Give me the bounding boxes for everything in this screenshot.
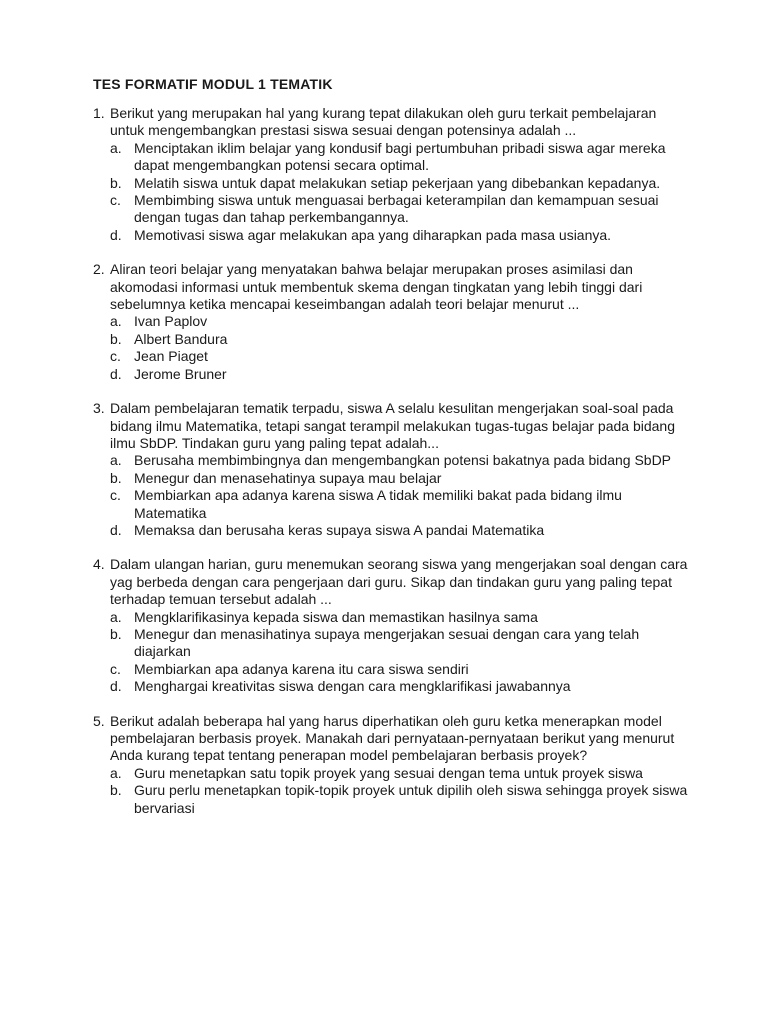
option-text: Melatih siswa untuk dapat melakukan setiap pekerjaan yang dibebankan kepadanya. [134,174,661,191]
option-text: Ivan Paplov [134,313,208,330]
option-item [110,227,693,244]
question-number: 5. [93,712,105,729]
option-item [110,175,693,192]
option-item [110,661,693,678]
option-letter: d. [110,521,122,538]
option-text: Berusaha membimbingnya dan mengembangkan potensi bakatnya pada bidang SbDP [134,452,672,469]
question-number: 4. [93,556,105,573]
option-letter: b. [110,330,122,347]
option-letter: b. [110,469,122,486]
option-text: Membiarkan apa adanya karena siswa A tidak memiliki bakat pada bidang ilmu Matematika [134,487,622,521]
question-2 [93,261,693,383]
option-letter: c. [110,660,121,677]
option-text: Menegur dan menasehatinya supaya mau belajar [134,469,442,486]
option-letter: b. [110,174,122,191]
option-list [93,313,693,383]
option-text: Jean Piaget [134,348,208,365]
option-letter: b. [110,625,122,642]
question-text: Dalam ulangan harian, guru menemukan seorang siswa yang mengerjakan soal dengan cara yag berbeda dengan cara pengerjaan dari guru. Sikap dan tindakan guru yang paling tepat terhadap temuan tersebut adalah ... [110,556,688,608]
document-title: TES FORMATIF MODUL 1 TEMATIK [93,76,333,92]
question-number: 1. [93,105,105,121]
option-text: Membimbing siswa untuk menguasai berbagai keterampilan dan kemampuan sesuai dengan tugas dan tahap perkembangannya. [134,192,659,226]
document-page [93,76,693,834]
option-letter: a. [110,139,122,156]
option-item [110,192,693,227]
question-text: Berikut adalah beberapa hal yang harus diperhatikan oleh guru ketka menerapkan model pembelajaran berbasis proyek. Manakah dari pernyataan-pernyataan berikut yang menurut Anda kurang tepat tentang penerapan model pembelajaran berbasis proyek? [110,712,675,764]
option-letter: a. [110,313,122,330]
question-number: 2. [93,261,105,278]
option-item [110,765,693,782]
option-text: Jerome Bruner [134,365,227,382]
option-item [110,331,693,348]
option-text: Memaksa dan berusaha keras supaya siswa A pandai Matematika [134,521,545,538]
option-letter: d. [110,678,122,695]
option-letter: d. [110,226,122,243]
question-number: 3. [93,400,105,417]
question-1 [93,105,693,244]
option-text: Guru perlu menetapkan topik-topik proyek untuk dipilih oleh siswa sehingga proyek siswa bervariasi [134,782,688,816]
option-list [93,140,693,244]
option-letter: c. [110,192,121,209]
option-letter: a. [110,452,122,469]
option-letter: a. [110,608,122,625]
option-item [110,678,693,695]
option-list [93,609,693,696]
option-letter: a. [110,764,122,781]
option-letter: c. [110,487,121,504]
option-text: Albert Bandura [134,330,228,347]
option-text: Menciptakan iklim belajar yang kondusif bagi pertumbuhan pribadi siswa agar mereka dapat mengembangkan potensi secara optimal. [134,139,666,174]
option-item [110,782,693,817]
option-item [110,140,693,175]
option-text: Guru menetapkan satu topik proyek yang sesuai dengan tema untuk proyek siswa [134,764,643,781]
option-item [110,470,693,487]
question-text: Aliran teori belajar yang menyatakan bahwa belajar merupakan proses asimilasi dan akomodasi informasi untuk membentuk skema dengan tingkatan yang lebih tinggi dari sebelumnya ketika mencapai keseimbangan adalah teori belajar menurut ... [110,261,643,313]
option-item [110,609,693,626]
option-item [110,487,693,522]
option-item [110,522,693,539]
option-text: Menghargai kreativitas siswa dengan cara mengklarifikasi jawabannya [134,678,571,695]
option-item [110,626,693,661]
question-text: Dalam pembelajaran tematik terpadu, siswa A selalu kesulitan mengerjakan soal-soal pada bidang ilmu Matematika, tetapi sangat terampil melakukan tugas-tugas belajar pada bidang ilmu SbDP. Tindakan guru yang paling tepat adalah... [110,400,676,451]
option-text: Memotivasi siswa agar melakukan apa yang diharapkan pada masa usianya. [134,226,612,243]
option-item [110,348,693,365]
option-list [93,452,693,539]
option-item [110,313,693,330]
question-4 [93,556,693,695]
option-item [110,452,693,469]
question-3 [93,400,693,539]
option-letter: c. [110,348,121,365]
option-list [93,765,693,817]
option-letter: d. [110,365,122,382]
option-text: Membiarkan apa adanya karena itu cara siswa sendiri [134,660,469,677]
option-item [110,366,693,383]
option-text: Menegur dan menasihatinya supaya mengerjakan sesuai dengan cara yang telah diajarkan [134,625,640,660]
option-text: Mengklarifikasinya kepada siswa dan memastikan hasilnya sama [134,608,538,625]
question-text: Berikut yang merupakan hal yang kurang tepat dilakukan oleh guru terkait pembelajaran untuk mengembangkan prestasi siswa sesuai dengan potensinya adalah ... [110,105,657,139]
question-5 [93,713,693,817]
option-letter: b. [110,782,122,799]
